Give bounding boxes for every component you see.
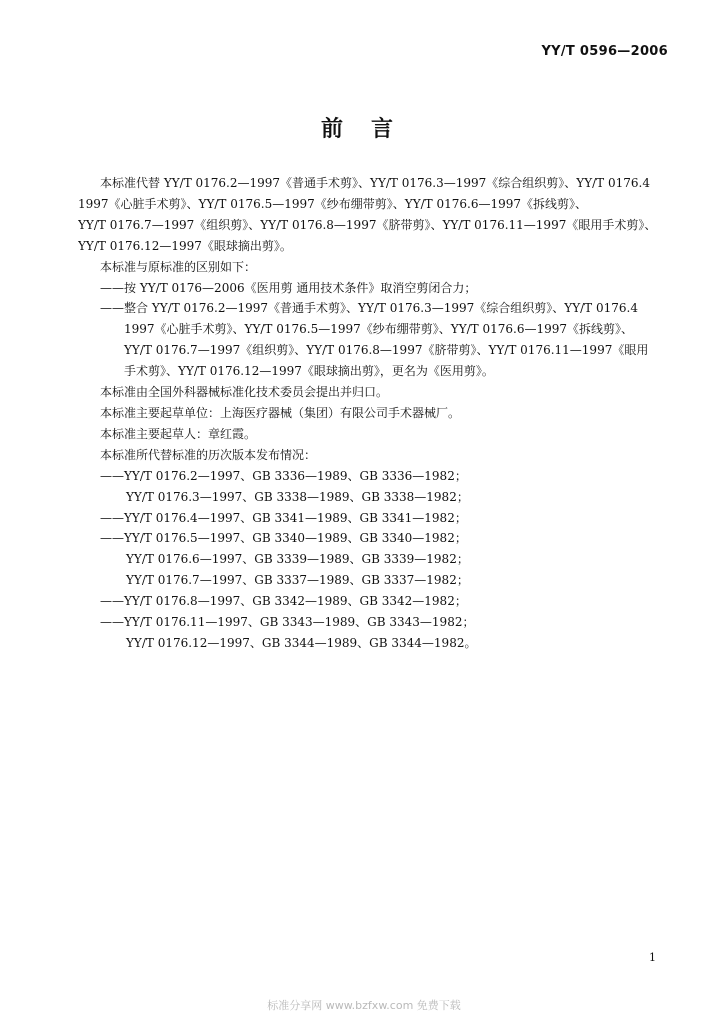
history-intro: 本标准所代替标准的历次版本发布情况： <box>100 447 317 462</box>
page-number: 1 <box>649 951 656 964</box>
body-text <box>78 173 670 654</box>
difference-item-1: ——按 YY/T 0176—2006《医用剪 通用技术条件》取消空剪闭合力； <box>100 280 477 295</box>
drafting-unit-statement: 本标准主要起草单位：上海医疗器械（集团）有限公司手术器械厂。 <box>100 405 461 420</box>
difference-item-2-line: 手术剪》、YY/T 0176.12—1997《眼球摘出剪》，更名为《医用剪》。 <box>124 364 494 379</box>
drafter-statement: 本标准主要起草人：章红霞。 <box>100 426 257 441</box>
differences-intro: 本标准与原标准的区别如下： <box>100 259 257 274</box>
history-item: YY/T 0176.12—1997、GB 3344—1989、GB 3344—1982。 <box>126 635 477 650</box>
paragraph1-line: 1997《心脏手术剪》、YY/T 0176.5—1997《纱布绷带剪》、YY/T 0176.6—1997《拆线剪》、 <box>78 196 588 211</box>
history-item: ——YY/T 0176.4—1997、GB 3341—1989、GB 3341—1982； <box>100 510 467 525</box>
difference-item-2-line: 1997《心脏手术剪》、YY/T 0176.5—1997《纱布绷带剪》、YY/T 0176.6—1997《拆线剪》、 <box>124 322 634 337</box>
history-item: ——YY/T 0176.8—1997、GB 3342—1989、GB 3342—1982； <box>100 594 467 609</box>
footer-watermark: 标准分享网 www.bzfxw.com 免费下载 <box>267 999 461 1012</box>
history-item: ——YY/T 0176.5—1997、GB 3340—1989、GB 3340—1982； <box>100 531 467 546</box>
paragraph1-line: YY/T 0176.7—1997《组织剪》、YY/T 0176.8—1997《脐带剪》、YY/T 0176.11—1997《眼用手术剪》、 <box>78 217 657 232</box>
difference-item-2-line: ——整合 YY/T 0176.2—1997《普通手术剪》、YY/T 0176.3—1997《综合组织剪》、YY/T 0176.4 <box>100 301 638 316</box>
paragraph1-line: 本标准代替 YY/T 0176.2—1997《普通手术剪》、YY/T 0176.3—1997《综合组织剪》、YY/T 0176.4 <box>100 176 650 190</box>
document-code: YY/T 0596—2006 <box>541 44 668 59</box>
history-item: ——YY/T 0176.2—1997、GB 3336—1989、GB 3336—1982； <box>100 468 467 483</box>
history-item: YY/T 0176.7—1997、GB 3337—1989、GB 3337—1982； <box>126 573 469 588</box>
history-item: YY/T 0176.3—1997、GB 3338—1989、GB 3338—1982； <box>126 489 469 504</box>
paragraph1-line: YY/T 0176.12—1997《眼球摘出剪》。 <box>78 238 292 253</box>
page-title: 前言 <box>320 117 421 142</box>
difference-item-2-line: YY/T 0176.7—1997《组织剪》、YY/T 0176.8—1997《脐带剪》、YY/T 0176.11—1997《眼用 <box>124 343 649 358</box>
proposer-statement: 本标准由全国外科器械标准化技术委员会提出并归口。 <box>100 385 389 400</box>
history-item: YY/T 0176.6—1997、GB 3339—1989、GB 3339—1982； <box>126 552 469 567</box>
history-item: ——YY/T 0176.11—1997、GB 3343—1989、GB 3343—1982； <box>100 615 475 630</box>
